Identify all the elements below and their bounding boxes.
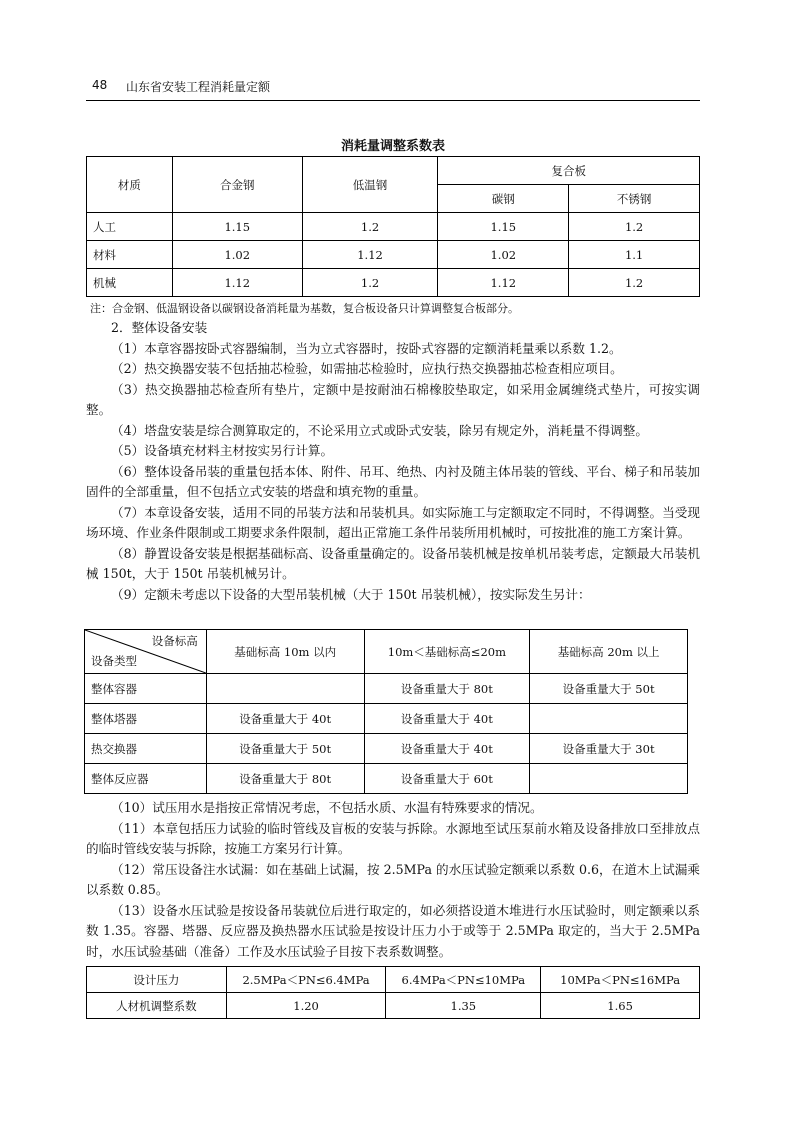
- paragraph: （1）本章容器按卧式容器编制，当为立式容器时，按卧式容器的定额消耗量乘以系数 1.2。: [111, 340, 622, 356]
- table-row: 整体容器 设备重量大于 80t 设备重量大于 50t: [85, 674, 688, 704]
- header-col-20m: 基础标高 20m 以上: [530, 630, 688, 674]
- book-title: 山东省安装工程消耗量定额: [126, 80, 271, 94]
- page-number: 48: [92, 78, 108, 92]
- header-col-10-20m: 10m＜基础标高≤20m: [364, 630, 530, 674]
- table-row: 整体塔器 设备重量大于 40t 设备重量大于 40t: [85, 704, 688, 734]
- table-row: 热交换器 设备重量大于 50t 设备重量大于 40t 设备重量大于 30t: [85, 734, 688, 764]
- diag-top-label: 设备标高: [151, 634, 198, 648]
- paragraph: （11）本章包括压力试验的临时管线及盲板的安装与拆除。水源地至试压泵前水箱及设备排放口至排放点的临时管线安装与拆除，按施工方案另行计算。: [86, 820, 700, 856]
- paragraph: （2）热交换器安装不包括抽芯检验，如需抽芯检验时，应执行热交换器抽芯检查相应项目。: [111, 361, 623, 376]
- label-adjust-factor: 人材机调整系数: [87, 993, 227, 1019]
- section-body-2: [86, 798, 700, 962]
- paragraph: （7）本章设备安装，适用不同的吊装方法和吊装机具。如实际施工与定额取定不同时，不得调整。当受现场环境、作业条件限制或工期要求条件限制，超出正常施工条件吊装所用机械时，可按批准的施工方案计算。: [86, 504, 700, 540]
- header-composite: 复合板: [438, 157, 700, 185]
- header-carbon-steel: 碳钢: [438, 185, 569, 213]
- page-header: [86, 74, 700, 101]
- table-row: 人工 1.15 1.2 1.15 1.2: [87, 213, 700, 241]
- paragraph: （13）设备水压试验是按设备吊装就位后进行取定的，如必须搭设道木堆进行水压试验时，则定额乘以系数 1.35。容器、塔器、反应器及换热器水压试验是按设计压力小于或等于 2.5MPa 取定的，当大于 2.5MPa 时，水压试验基础（准备）工作及水压试验子目按下表系数调整。: [86, 902, 700, 959]
- header-low-temp-steel: 低温钢: [302, 157, 438, 213]
- paragraph: （12）常压设备注水试漏：如在基础上试漏，按 2.5MPa 的水压试验定额乘以系数 0.6，在道木上试漏乘以系数 0.85。: [86, 861, 700, 897]
- label-design-pressure: 设计压力: [87, 967, 227, 993]
- table-row: 材料 1.02 1.12 1.02 1.1: [87, 241, 700, 269]
- table-row: 整体反应器 设备重量大于 80t 设备重量大于 60t: [85, 764, 688, 794]
- paragraph: （3）热交换器抽芯检查所有垫片，定额中是按耐油石棉橡胶垫取定，如采用金属缠绕式垫片，可按实调整。: [86, 381, 700, 417]
- paragraph: （8）静置设备安装是根据基础标高、设备重量确定的。设备吊装机械是按单机吊装考虑，定额最大吊装机械 150t，大于 150t 吊装机械另计。: [86, 545, 700, 581]
- header-alloy-steel: 合金钢: [172, 157, 302, 213]
- table-row: 人材机调整系数 1.20 1.35 1.65: [87, 993, 700, 1019]
- section-body-1: [86, 318, 700, 605]
- table1-note: 注：合金钢、低温钢设备以碳钢设备消耗量为基数，复合板设备只计算调整复合板部分。: [90, 302, 519, 315]
- paragraph: （4）塔盘安装是综合测算取定的，不论采用立式或卧式安装，除另有规定外，消耗量不得调整。: [111, 422, 648, 438]
- header-material: 材质: [87, 157, 173, 213]
- paragraph: （10）试压用水是指按正常情况考虑，不包括水质、水温有特殊要求的情况。: [111, 800, 543, 815]
- header-col-10m: 基础标高 10m 以内: [206, 630, 364, 674]
- paragraph: （9）定额未考虑以下设备的大型吊装机械（大于 150t 吊装机械），按实际发生另计：: [111, 586, 591, 602]
- diagonal-header-cell: [85, 630, 207, 674]
- diag-bottom-label: 设备类型: [91, 654, 137, 668]
- table1-title: 消耗量调整系数表: [340, 139, 445, 154]
- section-heading: 2．整体设备安装: [111, 320, 208, 335]
- paragraph: （5）设备填充材料主材按实另行计算。: [111, 443, 334, 458]
- adjustment-factor-table: [86, 156, 700, 297]
- table-row: 设计压力 2.5MPa＜PN≤6.4MPa 6.4MPa＜PN≤10MPa 10MPa＜PN≤16MPa: [87, 967, 700, 993]
- header-stainless: 不锈钢: [569, 185, 700, 213]
- table-row: 机械 1.12 1.2 1.12 1.2: [87, 269, 700, 297]
- pressure-factor-table: [86, 966, 700, 1019]
- lifting-machinery-table: [84, 629, 688, 794]
- paragraph: （6）整体设备吊装的重量包括本体、附件、吊耳、绝热、内衬及随主体吊装的管线、平台、梯子和吊装加固件的全部重量，但不包括立式安装的塔盘和填充物的重量。: [86, 463, 700, 499]
